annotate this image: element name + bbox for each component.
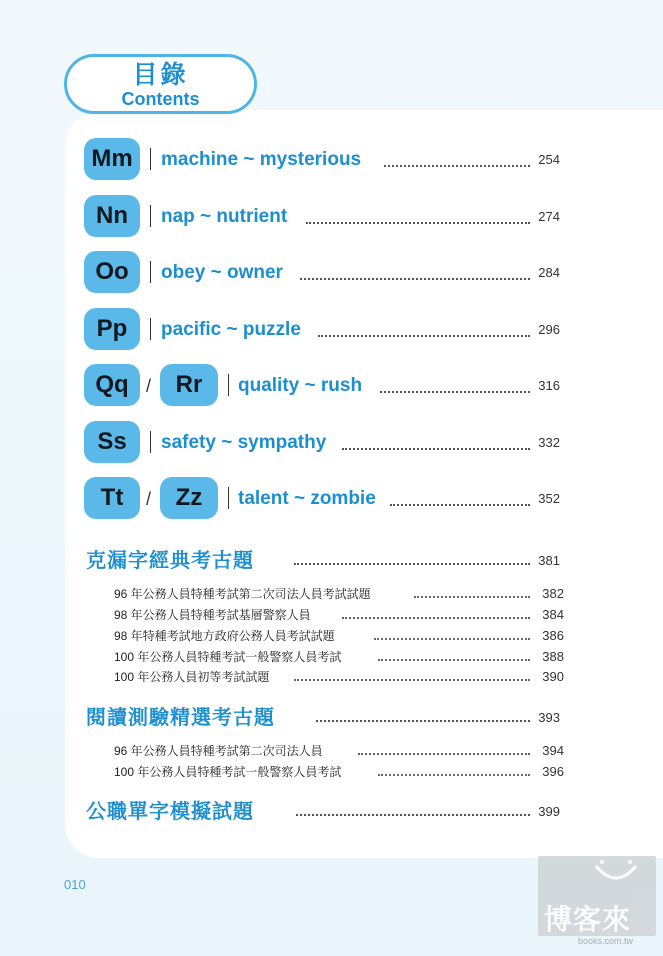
badge-separator: / <box>146 376 152 396</box>
badge-separator: / <box>146 489 152 509</box>
page-ref: 274 <box>538 209 560 224</box>
section-title: 閱讀測驗精選考古題 <box>86 707 275 729</box>
dot-leader <box>316 720 530 722</box>
dot-leader <box>374 638 530 640</box>
watermark-url: books.com.tw <box>578 936 634 946</box>
divider <box>150 148 151 170</box>
sub-entry-title: 96 年公務人員特種考試第二次司法人員 <box>114 744 323 758</box>
sub-entry-title: 98 年特種考試地方政府公務人員考試試題 <box>114 629 335 643</box>
divider <box>150 318 151 340</box>
letter-badge: Zz <box>160 477 218 519</box>
title-english: Contents <box>121 89 200 109</box>
letter-badge: Rr <box>160 364 218 406</box>
page-ref: 393 <box>538 710 560 725</box>
sub-entry[interactable] <box>114 741 564 761</box>
contents-title-pill <box>64 54 257 114</box>
page-ref: 381 <box>538 553 560 568</box>
page-ref: 388 <box>542 649 564 664</box>
dot-leader <box>306 222 530 224</box>
page-ref: 382 <box>542 586 564 601</box>
dot-leader <box>294 563 530 565</box>
toc-entry[interactable] <box>84 421 564 463</box>
page-ref: 386 <box>542 628 564 643</box>
word-range: pacific ~ puzzle <box>161 319 301 340</box>
dot-leader <box>296 814 530 816</box>
letter-badge: Pp <box>84 308 140 350</box>
toc-entry[interactable] <box>84 364 564 406</box>
toc-entry[interactable] <box>84 251 564 293</box>
section-title: 克漏字經典考古題 <box>86 550 254 572</box>
divider <box>150 261 151 283</box>
word-range: safety ~ sympathy <box>161 432 327 453</box>
sub-entry-title: 96 年公務人員特種考試第二次司法人員考試試題 <box>114 587 371 601</box>
word-range: machine ~ mysterious <box>161 149 362 170</box>
dot-leader <box>378 659 530 661</box>
word-range: obey ~ owner <box>161 262 283 283</box>
dot-leader <box>390 504 530 506</box>
page-ref: 316 <box>538 378 560 393</box>
sub-entry-title: 98 年公務人員特種考試基層警察人員 <box>114 608 311 622</box>
page-ref: 296 <box>538 322 560 337</box>
section-heading[interactable] <box>86 797 566 827</box>
word-range: nap ~ nutrient <box>161 206 288 227</box>
dot-leader <box>300 278 530 280</box>
sub-entry-title: 100 年公務人員特種考試一般警察人員考試 <box>114 765 342 779</box>
letter-badge: Qq <box>84 364 140 406</box>
sub-entry[interactable] <box>114 647 564 667</box>
letter-badge: Ss <box>84 421 140 463</box>
watermark-text: 博客來 <box>544 904 632 935</box>
divider <box>150 205 151 227</box>
dot-leader <box>358 753 530 755</box>
toc-entry[interactable] <box>84 138 564 180</box>
letter-badge: Mm <box>84 138 140 180</box>
page-number: 010 <box>64 877 86 892</box>
toc-entry[interactable] <box>84 477 564 519</box>
page-ref: 384 <box>542 607 564 622</box>
page-ref: 396 <box>542 764 564 779</box>
watermark-box <box>538 856 656 936</box>
dot-leader <box>380 391 530 393</box>
sub-entry[interactable] <box>114 762 564 782</box>
letter-badge: Tt <box>84 477 140 519</box>
page-ref: 394 <box>542 743 564 758</box>
letter-badge: Nn <box>84 195 140 237</box>
sub-entry[interactable] <box>114 667 564 687</box>
smile-icon <box>538 856 656 896</box>
dot-leader <box>342 617 530 619</box>
page-ref: 390 <box>542 669 564 684</box>
page-ref: 399 <box>538 804 560 819</box>
sub-entry[interactable] <box>114 605 564 625</box>
sub-entry-title: 100 年公務人員初等考試試題 <box>114 670 270 684</box>
page-ref: 284 <box>538 265 560 280</box>
dot-leader <box>318 335 530 337</box>
dot-leader <box>294 679 530 681</box>
word-range: talent ~ zombie <box>238 488 376 509</box>
section-heading[interactable] <box>86 546 566 576</box>
dot-leader <box>414 596 530 598</box>
toc-entry[interactable] <box>84 308 564 350</box>
letter-badge: Oo <box>84 251 140 293</box>
section-heading[interactable] <box>86 703 566 733</box>
page-ref: 352 <box>538 491 560 506</box>
toc-entry[interactable] <box>84 195 564 237</box>
sub-entry[interactable] <box>114 584 564 604</box>
sub-entry[interactable] <box>114 626 564 646</box>
sub-entry-title: 100 年公務人員特種考試一般警察人員考試 <box>114 650 342 664</box>
dot-leader <box>378 774 530 776</box>
page-ref: 254 <box>538 152 560 167</box>
dot-leader <box>342 448 530 450</box>
divider <box>228 487 229 509</box>
watermark-logo <box>538 856 656 946</box>
title-chinese: 目錄 <box>132 61 189 89</box>
page-ref: 332 <box>538 435 560 450</box>
dot-leader <box>384 165 530 167</box>
word-range: quality ~ rush <box>238 375 363 396</box>
divider <box>228 374 229 396</box>
divider <box>150 431 151 453</box>
section-title: 公職單字模擬試題 <box>86 801 254 823</box>
